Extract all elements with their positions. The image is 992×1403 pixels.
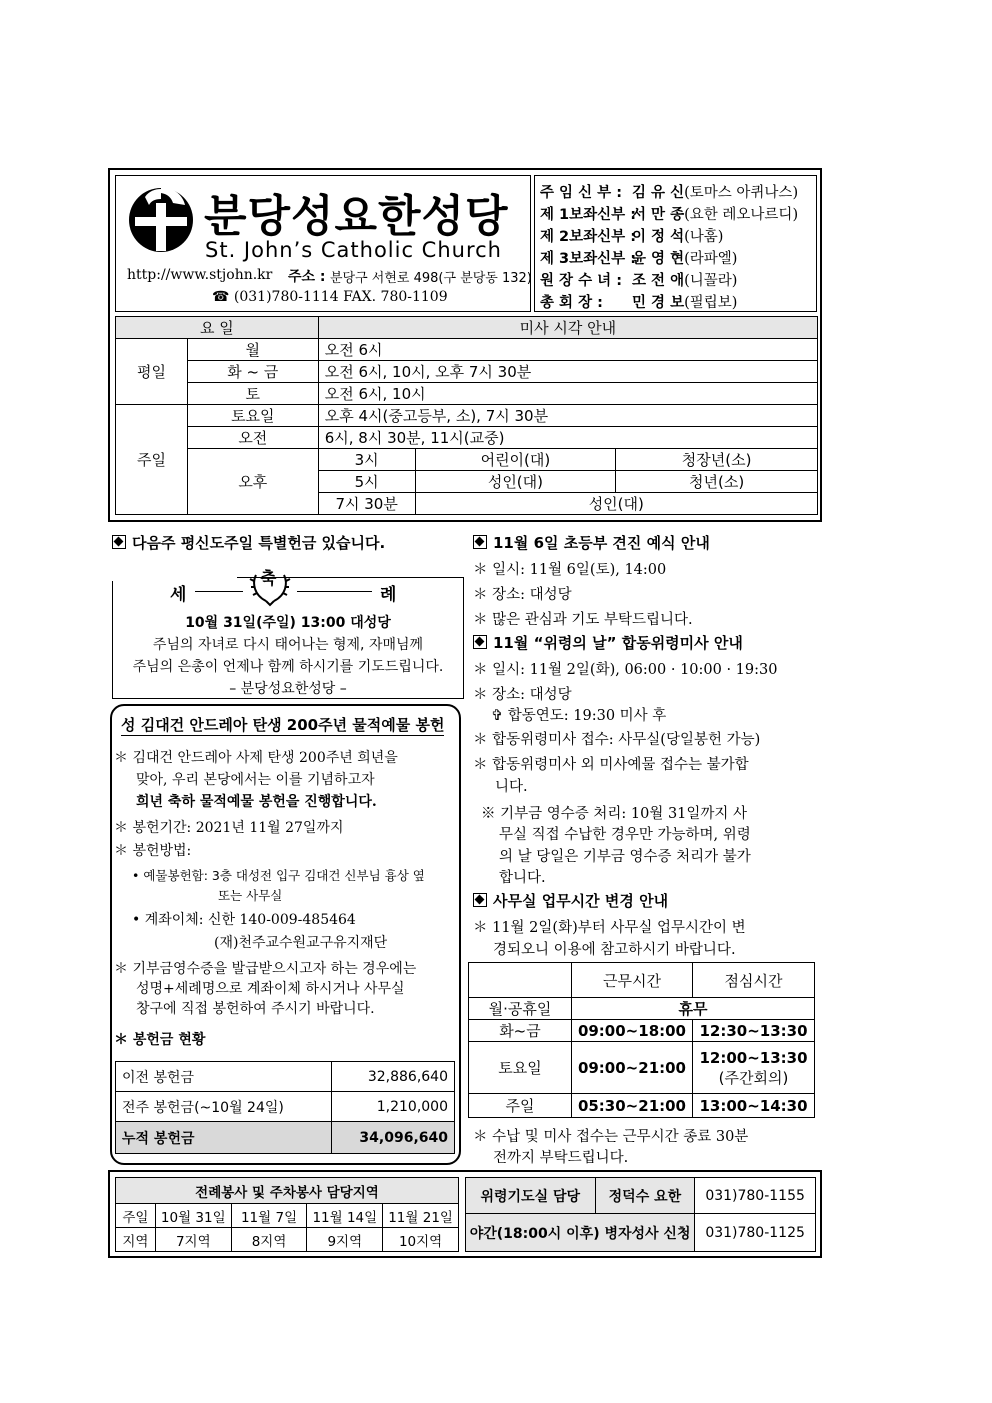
staff-name: 조 전 애 [632, 273, 685, 289]
duty-date: 10월 31일 [155, 1204, 231, 1228]
office-closed: 휴무 [571, 998, 814, 1020]
staff-row [540, 269, 737, 290]
offering-p1-l3: 희년 축하 물적예물 봉헌을 진행합니다. [136, 794, 377, 810]
staff-baptismal-name: (토마스 아퀴나스) [684, 185, 799, 201]
staff-row [540, 291, 737, 312]
website-link[interactable]: http://www.stjohn.kr [127, 267, 273, 283]
office-footnote-1: ＊ 수납 및 미사 접수는 근무시간 종료 30분 [473, 1129, 749, 1145]
staff-role: 제 3보좌신부 : [540, 251, 637, 267]
staff-row [540, 181, 798, 202]
tuefri-label: 화 ~ 금 [187, 361, 318, 383]
requiem-line: 니다. [495, 779, 528, 795]
pm-3-time: 3시 [318, 449, 415, 471]
offering-row-label: 이전 봉헌금 [116, 1062, 332, 1092]
confirmation-title: 11월 6일 초등부 견진 예식 안내 [473, 532, 710, 553]
baptism-right-char: 례 [380, 585, 397, 605]
office-corner [469, 963, 572, 998]
office-col-lunch: 점심시간 [693, 963, 815, 998]
duty-table [115, 1177, 459, 1252]
staff-row [540, 203, 798, 224]
pm-730-big: 성인(대) [415, 493, 817, 515]
office-row-label: 토요일 [469, 1042, 572, 1094]
offering-row-value: 1,210,000 [332, 1092, 455, 1122]
duty-area: 10지역 [383, 1228, 459, 1252]
confirmation-line: ＊ 많은 관심과 기도 부탁드립니다. [473, 612, 693, 628]
requiem-line: ＊ 합동위령미사 접수: 사무실(당일봉헌 가능) [473, 732, 761, 748]
office-work-hours: 09:00~18:00 [571, 1020, 692, 1042]
offering-row-label: 전주 봉헌금(~10월 24일) [116, 1092, 332, 1122]
office-work-hours: 09:00~21:00 [571, 1042, 692, 1094]
phone-fax: ☎ (031)780-1114 FAX. 780-1109 [212, 289, 448, 305]
office-lunch-note: (주간회의) [718, 1068, 789, 1087]
requiem-note: 무실 직접 수납한 경우만 가능하며, 위령 [499, 827, 751, 843]
duty-title: 전례봉사 및 주차봉사 담당지역 [116, 1178, 459, 1204]
offering-row-value: 34,096,640 [332, 1122, 455, 1154]
duty-area: 7지역 [155, 1228, 231, 1252]
office-line: 경되오니 이용에 참고하시기 바랍니다. [493, 942, 736, 958]
mass-schedule-table [115, 316, 818, 515]
contact-label: 위령기도실 담당 [466, 1178, 596, 1214]
pm-5-small: 청년(소) [616, 471, 818, 493]
offering-m1-l1: • 예물봉헌함: 3층 대성전 입구 김대건 신부님 흉상 옆 [132, 868, 425, 883]
staff-baptismal-name: (요한 레오나르디) [684, 207, 799, 223]
duty-area: 9지역 [307, 1228, 383, 1252]
office-work-hours: 05:30~21:00 [571, 1094, 692, 1118]
office-line: ＊ 11월 2일(화)부터 사무실 업무시간이 변 [473, 920, 746, 936]
staff-role: 원 장 수 녀 : [540, 273, 623, 289]
offering-m1-l2: 또는 사무실 [218, 888, 283, 903]
offering-r-l1: ＊ 기부금영수증을 발급받으시고자 하는 경우에는 [114, 961, 417, 977]
requiem-title: 11월 “위령의 날” 합동위령미사 안내 [473, 632, 743, 653]
office-lunch-hours: 12:30~13:30 [693, 1020, 815, 1042]
baptism-line2: 주님의 은총이 언제나 함께 하시기를 기도드립니다. [132, 659, 444, 675]
requiem-note: 의 날 당일은 기부금 영수증 처리가 불가 [499, 849, 751, 865]
requiem-line: ＊ 일시: 11월 2일(화), 06:00 · 10:00 · 19:30 [473, 662, 778, 678]
confirmation-line: ＊ 일시: 11월 6일(토), 14:00 [473, 562, 667, 578]
am-label: 오전 [187, 427, 318, 449]
address: 분당구 서현로 498(구 분당동 132) [330, 271, 532, 286]
staff-baptismal-name: (필립보) [684, 295, 738, 311]
office-row-label: 월·공휴일 [469, 998, 572, 1020]
requiem-line: ✞ 합동연도: 19:30 미사 후 [491, 708, 667, 724]
mon-time: 오전 6시 [318, 339, 817, 361]
baptism-left-char: 세 [170, 585, 187, 605]
diamond-bullet-icon [112, 535, 126, 549]
offering-m2-l1: • 계좌이체: 신한 140-009-485464 [132, 912, 356, 928]
offering-status: ＊ 봉헌금 현황 [114, 1032, 206, 1048]
staff-name: 이 정 석 [632, 229, 685, 245]
baptism-badge: 축 [260, 569, 277, 589]
duty-row-header: 지역 [116, 1228, 156, 1252]
baptism-line1: 주님의 자녀로 다시 태어나는 형제, 자매님께 [152, 637, 424, 653]
contact-phone: 031)780-1155 [695, 1178, 816, 1214]
pm-label: 오후 [187, 449, 318, 515]
satday-time: 오후 4시(중고등부, 소), 7시 30분 [318, 405, 817, 427]
weekday-label: 평일 [116, 339, 188, 405]
staff-name: 서 만 종 [632, 207, 685, 223]
offering-method: ＊ 봉헌방법: [114, 843, 192, 859]
church-name-en: St. John’s Catholic Church [205, 238, 502, 262]
duty-area: 8지역 [231, 1228, 307, 1252]
church-name-ko: 분당성요한성당 [204, 191, 509, 242]
staff-baptismal-name: (니꼴라) [684, 273, 738, 289]
requiem-note: ※ 기부금 영수증 처리: 10월 31일까지 사 [481, 806, 748, 822]
am-time: 6시, 8시 30분, 11시(교중) [318, 427, 817, 449]
office-footnote-2: 전까지 부탁드립니다. [493, 1150, 629, 1166]
offering-period: ＊ 봉헌기간: 2021년 11월 27일까지 [114, 820, 344, 836]
address-label: 주소 : [288, 269, 326, 285]
baptism-sign: – 분당성요한성당 – [229, 681, 347, 697]
sat-time: 오전 6시, 10시 [318, 383, 817, 405]
pm-5-time: 5시 [318, 471, 415, 493]
duty-date: 11월 14일 [307, 1204, 383, 1228]
col-time-header: 미사 시각 안내 [318, 317, 817, 339]
col-day-header: 요 일 [116, 317, 319, 339]
offering-m2-l2: (재)천주교수원교구유지재단 [214, 935, 388, 951]
staff-name: 윤 영 현 [632, 251, 685, 267]
sunday-label: 주일 [116, 405, 188, 515]
offering-p1-l1: ＊ 김대건 안드레아 사제 탄생 200주년 희년을 [114, 750, 398, 766]
contact-name: 정덕수 요한 [595, 1178, 695, 1214]
duty-row-header: 주일 [116, 1204, 156, 1228]
office-col-work: 근무시간 [571, 963, 692, 998]
contact-table [465, 1177, 816, 1252]
staff-row [540, 225, 723, 246]
staff-row [540, 247, 737, 268]
office-hours-table [468, 962, 815, 1118]
baptism-right-rule [297, 591, 372, 592]
diamond-bullet-icon [473, 535, 487, 549]
sat-label: 토 [187, 383, 318, 405]
special-collection-notice: 다음주 평신도주일 특별헌금 있습니다. [112, 532, 385, 553]
contact-label: 야간(18:00시 이후) 병자성사 신청 [466, 1214, 695, 1252]
offering-row-value: 32,886,640 [332, 1062, 455, 1092]
diamond-bullet-icon [473, 635, 487, 649]
church-logo-icon [125, 183, 197, 255]
staff-role: 제 2보좌신부 : [540, 229, 637, 245]
staff-role: 총 회 장 : [540, 295, 603, 311]
office-row-label: 화~금 [469, 1020, 572, 1042]
office-row-label: 주일 [469, 1094, 572, 1118]
baptism-left-rule [195, 591, 243, 592]
tuefri-time: 오전 6시, 10시, 오후 7시 30분 [318, 361, 817, 383]
mon-label: 월 [187, 339, 318, 361]
staff-name: 김 유 신 [632, 185, 685, 201]
office-lunch-cell [693, 1042, 815, 1094]
requiem-line: ＊ 장소: 대성당 [473, 687, 572, 703]
staff-name: 민 경 보 [632, 295, 685, 311]
staff-baptismal-name: (라파엘) [684, 251, 738, 267]
requiem-line: ＊ 합동위령미사 외 미사예물 접수는 불가합 [473, 757, 749, 773]
offering-r-l2: 성명+세례명으로 계좌이체 하시거나 사무실 [136, 981, 405, 997]
requiem-note: 합니다. [499, 870, 546, 886]
office-lunch-hours: 12:00~13:30 [699, 1048, 808, 1067]
office-title: 사무실 업무시간 변경 안내 [473, 890, 668, 911]
offering-row-label: 누적 봉헌금 [116, 1122, 332, 1154]
offering-status-table [115, 1061, 455, 1154]
duty-date: 11월 7일 [231, 1204, 307, 1228]
pm-730-time: 7시 30분 [318, 493, 415, 515]
pm-5-big: 성인(대) [415, 471, 616, 493]
baptism-date: 10월 31일(주일) 13:00 대성당 [185, 615, 391, 631]
contact-phone: 031)780-1125 [695, 1214, 816, 1252]
diamond-bullet-icon [473, 893, 487, 907]
staff-role: 제 1보좌신부 : [540, 207, 637, 223]
offering-title: 성 김대건 안드레아 탄생 200주년 물적예물 봉헌 [121, 716, 445, 734]
pm-3-big: 어린이(대) [415, 449, 616, 471]
pm-3-small: 청장년(소) [616, 449, 818, 471]
staff-role: 주 임 신 부 : [540, 185, 623, 201]
offering-p1-l2: 맞아, 우리 본당에서는 이를 기념하고자 [136, 772, 375, 788]
offering-r-l3: 창구에 직접 봉헌하여 주시기 바랍니다. [136, 1001, 375, 1017]
duty-date: 11월 21일 [383, 1204, 459, 1228]
satday-label: 토요일 [187, 405, 318, 427]
office-lunch-hours: 13:00~14:30 [693, 1094, 815, 1118]
staff-baptismal-name: (나훔) [684, 229, 724, 245]
confirmation-line: ＊ 장소: 대성당 [473, 587, 572, 603]
